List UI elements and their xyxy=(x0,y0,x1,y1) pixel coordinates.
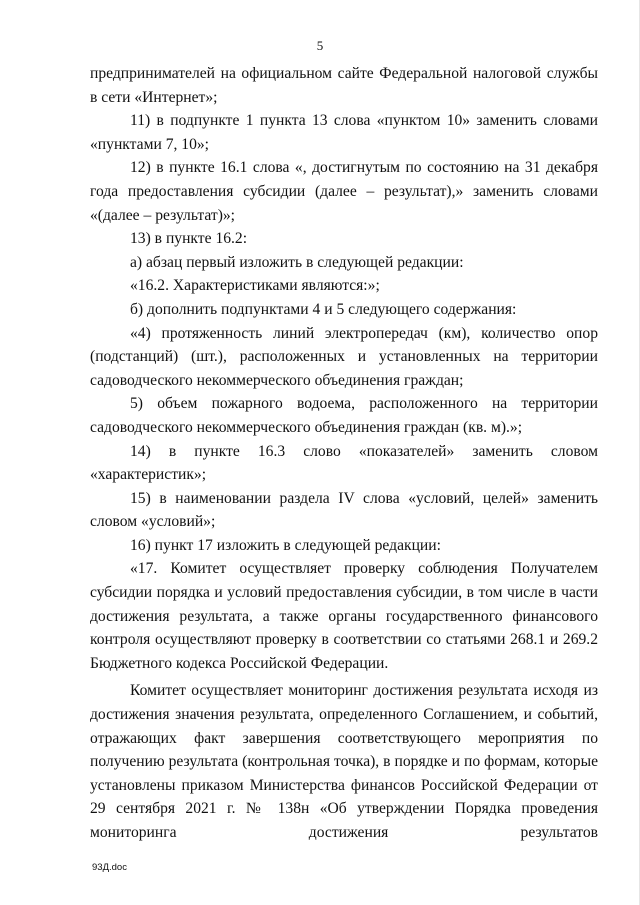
paragraph: предпринимателей на официальном сайте Федеральной налоговой службы в сети «Интернет»; xyxy=(90,65,598,106)
paragraph: «16.2. Характеристиками являются:»; xyxy=(130,277,380,295)
paragraph: 11) в подпункте 1 пункта 13 слова «пунктом 10» заменить словами «пунктами 7, 10»; xyxy=(90,112,598,153)
paragraph: «4) протяженность линий электропередач (км), количество опор (подстанций) (шт.), расположенных и установленных на территории садоводческого некоммерческого объединения граждан; xyxy=(90,324,598,389)
page-number: 5 xyxy=(316,38,324,53)
paragraph: 15) в наименовании раздела IV слова «условий, целей» заменить словом «условий»; xyxy=(90,489,598,531)
paragraph: Комитет осуществляет мониторинг достижения результата исходя из достижения значения результата, определенного Соглашением, и событий, отражающих факт завершения соответствующего мероприятия по получению результата (контрольная точка), в порядке и по формам, которые установлены приказом Министерства финансов Российской Федерации от 29 сентября 2021 г. № 138н «Об утверждении Порядка проведения мониторинга достижения результатов xyxy=(90,682,598,841)
paragraph: а) абзац первый изложить в следующей редакции: xyxy=(130,253,464,271)
footer-file-name: 93Д.doc xyxy=(92,862,127,873)
paragraph: 5) объем пожарного водоема, расположенного на территории садоводческого некоммерческого объединения граждан (кв. м).»; xyxy=(90,395,598,436)
paragraph: 12) в пункте 16.1 слова «, достигнутым по состоянию на 31 декабря года предоставления субсидии (далее – результат),» заменить словами «(далее – результат)»; xyxy=(90,159,598,224)
paragraph: 16) пункт 17 изложить в следующей редакции: xyxy=(130,536,441,554)
paragraph: 13) в пункте 16.2: xyxy=(130,230,248,248)
document-body xyxy=(90,62,598,845)
paragraph: б) дополнить подпунктами 4 и 5 следующего содержания: xyxy=(130,300,517,318)
paragraph: «17. Комитет осуществляет проверку соблюдения Получателем субсидии порядка и условий предоставления субсидии, в том числе в части достижения результата, а также органы государственного финансового контроля осуществляют проверку в соответствии со статьями 268.1 и 269.2 Бюджетного кодекса Российской Федерации. xyxy=(90,560,598,672)
paragraph: 14) в пункте 16.3 слово «показателей» заменить словом «характеристик»; xyxy=(90,442,598,484)
